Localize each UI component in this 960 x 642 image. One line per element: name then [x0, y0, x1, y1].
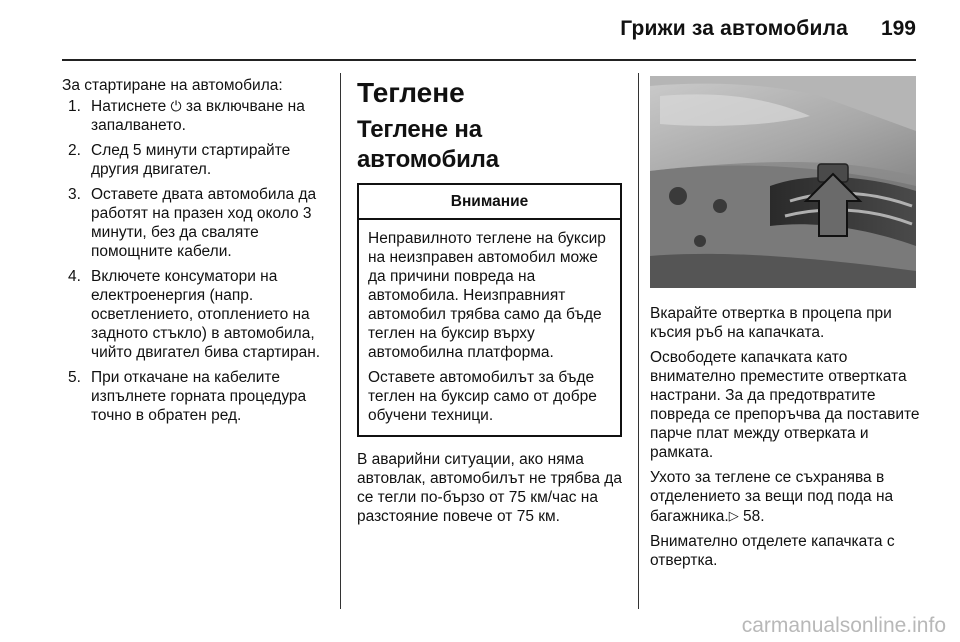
step-number: 5.	[68, 369, 81, 386]
step-text: Оставете двата автомобила да работят на празен ход около 3 минути, без да сваляте помощните кабели.	[91, 186, 317, 260]
front-bumper-photo	[650, 76, 916, 288]
subsection-heading: Теглене на автомобила	[357, 116, 499, 173]
warning-box	[357, 183, 622, 437]
step-text: След 5 минути стартирайте другия двигател.	[91, 142, 291, 178]
warning-paragraph: Неправилното теглене на буксир на неизправен автомобил може да причини повреда на автомобила. Неизправният автомобил трябва само да бъде теглен на буксир върху автомобилна платформа.	[368, 230, 606, 361]
instruction-paragraph: Внимателно отделете капачката с отвертка.	[650, 533, 895, 569]
page-ref-arrow-icon[interactable]: ▷	[728, 508, 739, 523]
column-divider-right	[638, 73, 639, 609]
tow-eye-storage-text: Ухото за теглене се съхранява в отделението за вещи под пода на багажника.	[650, 469, 894, 525]
warning-title: Внимание	[359, 185, 620, 220]
emergency-towing-text: В аварийни ситуации, ако няма автовлак, автомобилът не трябва да се тегли по-бързо от 75 км/час на разстояние повече от 75 км.	[357, 451, 622, 525]
instruction-paragraph: Вкарайте отвертка в процепа при късия ръб на капачката.	[650, 305, 892, 341]
section-heading: Теглене	[357, 77, 465, 108]
step-number: 2.	[68, 142, 81, 159]
list-item	[68, 185, 334, 261]
warning-body	[359, 220, 620, 435]
step-number: 3.	[68, 186, 81, 203]
list-item	[68, 97, 334, 135]
intro-text: За стартиране на автомобила:	[62, 77, 283, 94]
instruction-paragraph: Освободете капачката като внимателно преместите отвертката настрани. За да предотвратите повреда се препоръчва да поставите парче плат между отверката и рамката.	[650, 349, 920, 461]
start-steps-list	[62, 97, 334, 425]
list-item	[68, 267, 334, 362]
column-right	[650, 76, 922, 576]
step-text: за включване на запалването.	[91, 98, 305, 134]
power-button-icon: ⏻	[170, 98, 182, 114]
instruction-paragraph	[650, 468, 922, 526]
section-title: Грижи за автомобила	[620, 17, 848, 40]
header-divider	[62, 59, 916, 61]
column-middle	[357, 76, 623, 526]
watermark: carmanualsonline.info	[741, 614, 946, 637]
step-text: Включете консуматори на електроенергия (напр. осветлението, отоплението на задното стъкло) в автомобила, чийто двигател бива стартиран.	[91, 268, 321, 361]
step-number: 1.	[68, 98, 81, 115]
list-item	[68, 368, 334, 425]
list-item	[68, 141, 334, 179]
warning-paragraph: Оставете автомобилът за бъде теглен на буксир само от добре обучени техници.	[368, 369, 597, 424]
column-left	[62, 76, 334, 431]
step-text: Натиснете	[91, 98, 171, 115]
step-number: 4.	[68, 268, 81, 285]
page-reference: 58.	[738, 508, 765, 525]
page-header	[0, 0, 960, 64]
column-divider-left	[340, 73, 341, 609]
step-text: При откачане на кабелите изпълнете горната процедура точно в обратен ред.	[91, 369, 307, 424]
page-number: 199	[880, 17, 916, 40]
front-bumper-illustration	[650, 76, 916, 288]
